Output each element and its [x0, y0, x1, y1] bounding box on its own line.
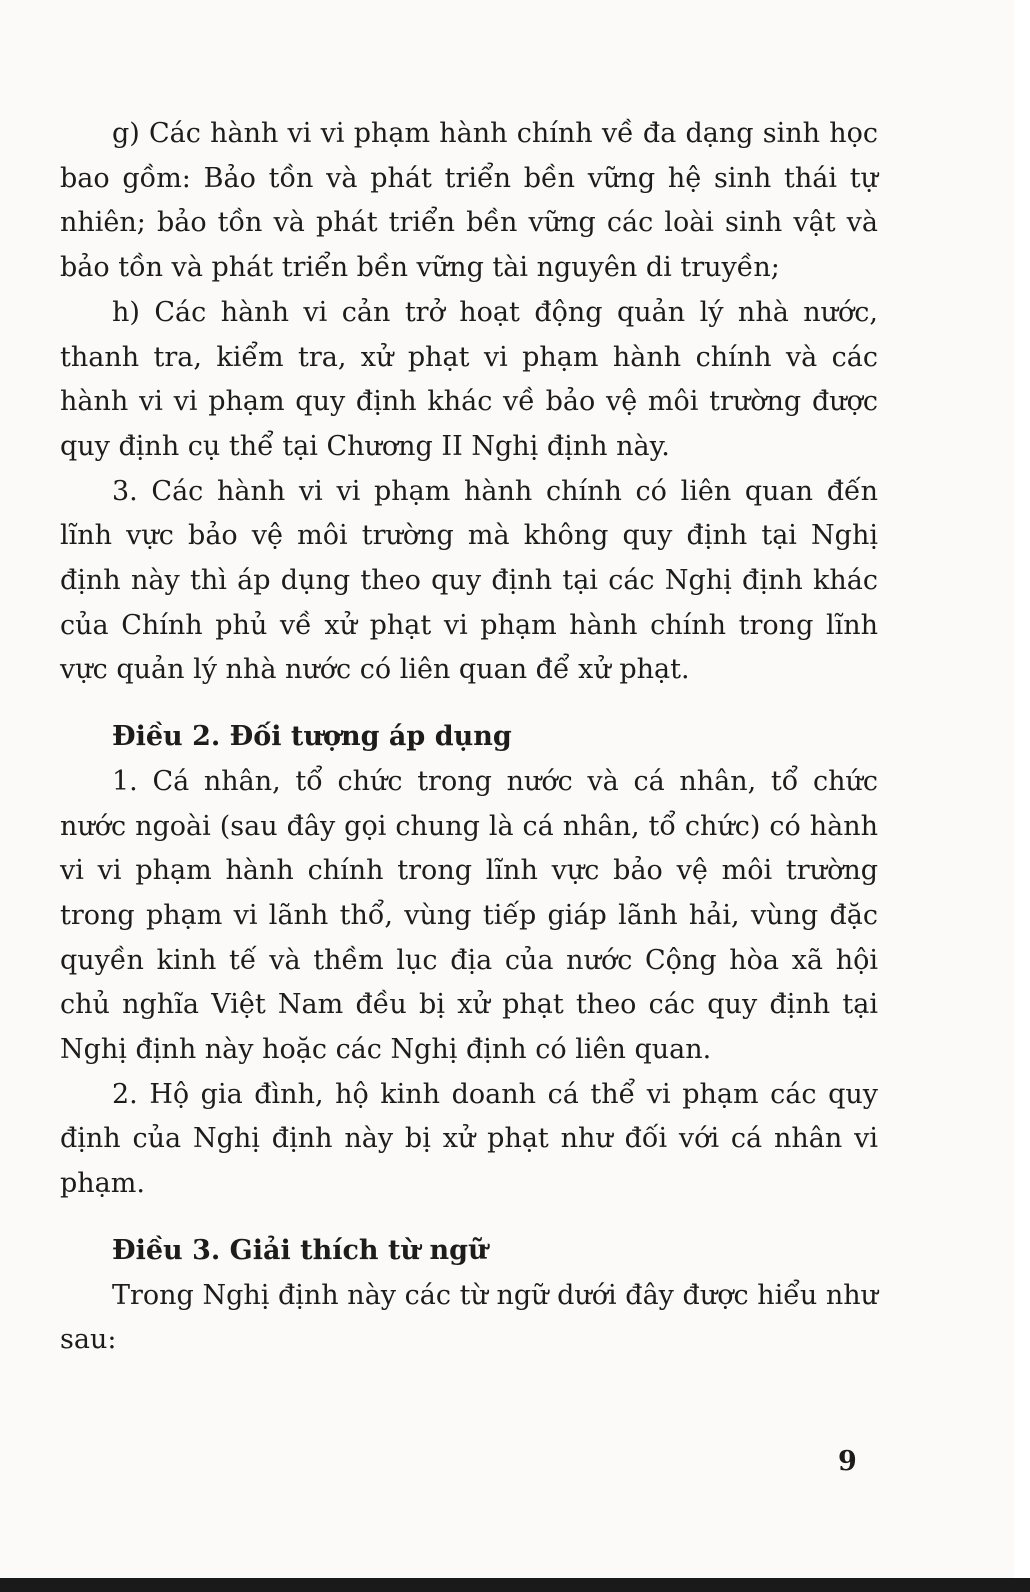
paragraph-3: 3. Các hành vi vi phạm hành chính có liên quan đến lĩnh vực bảo vệ môi trường mà không quy định tại Nghị định này thì áp dụng theo quy định tại các Nghị định khác của Chính phủ về xử phạt vi phạm hành chính trong lĩnh vực quản lý nhà nước có liên quan để xử phạt.: [60, 475, 878, 686]
scan-bottom-edge: [0, 1578, 1030, 1592]
article-3-paragraph-1: Trong Nghị định này các từ ngữ dưới đây được hiểu như sau:: [60, 1279, 878, 1356]
article-2-paragraph-1: 1. Cá nhân, tổ chức trong nước và cá nhân, tổ chức nước ngoài (sau đây gọi chung là cá nhân, tổ chức) có hành vi vi phạm hành chính trong lĩnh vực bảo vệ môi trường trong phạm vi lãnh thổ, vùng tiếp giáp lãnh hải, vùng đặc quyền kinh tế và thềm lục địa của nước Cộng hòa xã hội chủ nghĩa Việt Nam đều bị xử phạt theo các quy định tại Nghị định này hoặc các Nghị định có liên quan.: [60, 765, 878, 1066]
paragraph-g: g) Các hành vi vi phạm hành chính về đa dạng sinh học bao gồm: Bảo tồn và phát triển bền vững hệ sinh thái tự nhiên; bảo tồn và phát triển bền vững các loài sinh vật và bảo tồn và phát triển bền vững tài nguyên di truyền;: [60, 118, 878, 284]
page-number: 9: [838, 1446, 857, 1477]
scan-right-margin: [1014, 0, 1030, 1592]
article-2-paragraph-2: 2. Hộ gia đình, hộ kinh doanh cá thể vi phạm các quy định của Nghị định này bị xử phạt như đối với cá nhân vi phạm.: [60, 1078, 878, 1200]
paragraph-h: h) Các hành vi cản trở hoạt động quản lý nhà nước, thanh tra, kiểm tra, xử phạt vi phạm hành chính và các hành vi vi phạm quy định khác về bảo vệ môi trường được quy định cụ thể tại Chương II Nghị định này.: [60, 296, 878, 462]
article-2-heading: Điều 2. Đối tượng áp dụng: [112, 721, 512, 753]
article-3-heading: Điều 3. Giải thích từ ngữ: [112, 1234, 488, 1266]
page-body: [60, 112, 878, 1363]
